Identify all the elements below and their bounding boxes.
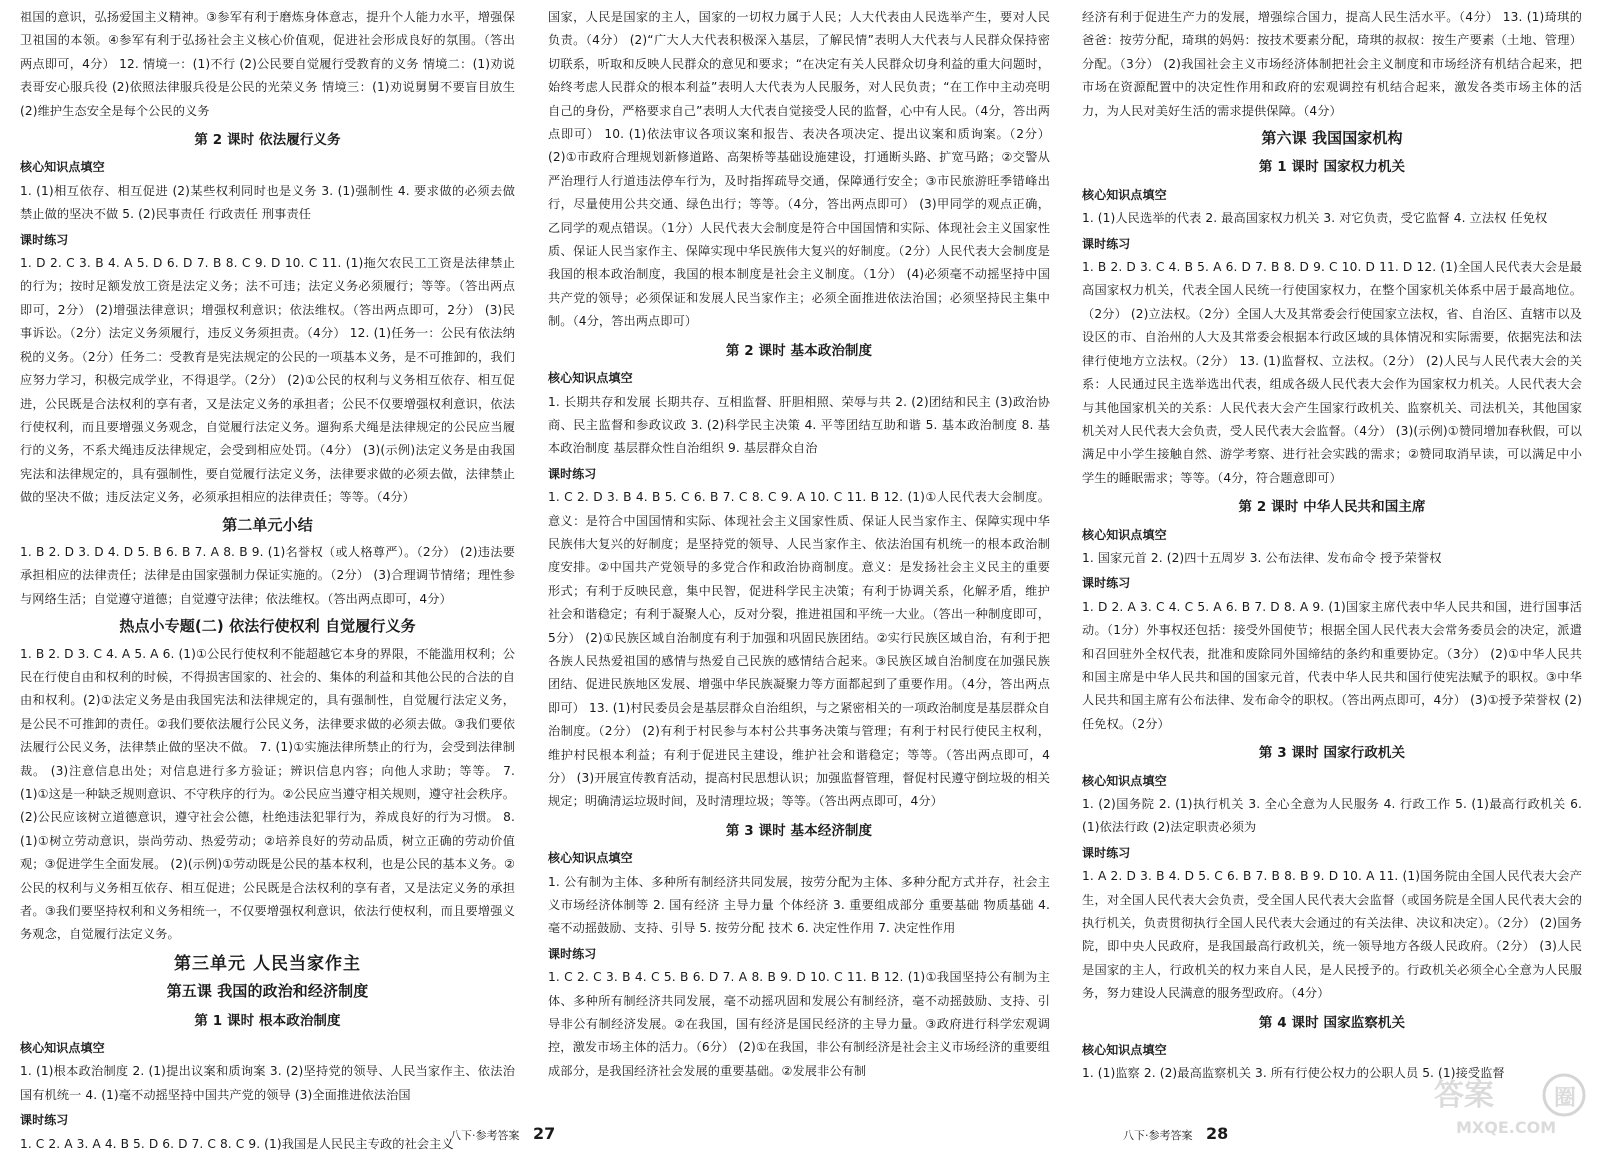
- section-label: 核心知识点填空: [20, 160, 105, 175]
- section-label: 核心知识点填空: [1082, 187, 1167, 202]
- page-number: 27: [533, 1124, 556, 1143]
- answer-paragraph: 1. (1)根本政治制度 2. (1)提出议案和质询案 3. (2)坚持党的领导、人民当家作主、依法治国有机统一 4. (1)毫不动摇坚持中国共产党的领导 (3)全面推进依法治国: [20, 1064, 515, 1102]
- svg-text:答案: 答案: [1434, 1078, 1494, 1113]
- answer-column-middle: [548, 6, 1050, 1123]
- answer-paragraph: 1. B 2. D 3. C 4. A 5. A 6. (1)①公民行使权利不能超越它本身的界限，不能滥用权利；公民在行使自由和权利的时候，不得损害国家的、社会的、集体的利益和其他公民的合法的自由和权利。(2)①法定义务是由我国宪法和法律规定的，具有强制性，自觉履行法定义务，是公民不可推卸的责任。②我们要依法履行公民义务，法律要求做的必须去做。③我们要依法履行公民义务，法律禁止做的坚决不做。 7. (1)①实施法律所禁止的行为，会受到法律制裁。 (3)注意信息出处；对信息进行多方验证；辨识信息内容；向他人求助；等等。 7. (1)①这是一种缺乏规则意识、不守秩序的行为。②公民应当遵守相关规则，遵守社会秩序。 (2)公民应该树立道德意识，遵守社会公德，杜绝违法犯罪行为，养成良好的行为习惯。 8. (1)①树立劳动意识，崇尚劳动、热爱劳动；②培养良好的劳动品质，树立正确的劳动价值观；③促进学生全面发展。 (2)(示例)①劳动既是公民的基本权利，也是公民的基本义务。②公民的权利与义务相互依存、相互促进；公民既是合法权利的享有者，又是法定义务的承担者。③我们要坚持权利和义务相统一，不仅要增强权利意识，依法行使权利，而且要增强义务观念，自觉履行法定义务。: [20, 646, 515, 942]
- answer-paragraph: 祖国的意识，弘扬爱国主义精神。③参军有利于磨炼身体意志，提升个人能力水平，增强保卫祖国的本领。④参军有利于弘扬社会主义核心价值观，促进社会形成良好的氛围。（答出两点即可，4分） 12. 情境一：(1)不行 (2)公民要自觉履行受教育的义务 情境二：(1)劝说表哥安心服兵役 (2)依照法律服兵役是公民的光荣义务 情境三：(1)劝说舅舅不要盲目放生 (2)维护生态安全是每个公民的义务: [20, 10, 515, 118]
- section-label: 核心知识点填空: [20, 1041, 105, 1056]
- page-footer-right: [1123, 1124, 1228, 1143]
- unit-heading: 第三单元 人民当家作主: [174, 953, 361, 974]
- lesson-heading: 第 1 课时 国家权力机关: [1258, 159, 1406, 176]
- section-label: 核心知识点填空: [1082, 527, 1167, 542]
- section-label: 核心知识点填空: [1082, 773, 1167, 788]
- footer-label: 八下·参考答案: [1123, 1129, 1193, 1142]
- page-footer-left: [450, 1124, 555, 1143]
- section-label: 课时练习: [548, 466, 597, 481]
- course-heading: 第五课 我国的政治和经济制度: [166, 982, 369, 1001]
- answer-paragraph: 1. 国家元首 2. (2)四十五周岁 3. 公布法律、发布命令 授予荣誉权: [1082, 550, 1442, 565]
- lesson-heading: 第 1 课时 根本政治制度: [194, 1012, 341, 1029]
- lesson-heading: 第 2 课时 基本政治制度: [725, 342, 873, 359]
- course-heading: 第二单元小结: [222, 515, 313, 534]
- lesson-heading: 第 2 课时 中华人民共和国主席: [1238, 499, 1426, 516]
- lesson-heading: 第 4 课时 国家监察机关: [1258, 1014, 1406, 1031]
- watermark-logo: [1426, 1069, 1586, 1139]
- answer-paragraph: 经济有利于促进生产力的发展，增强综合国力，提高人民生活水平。（4分） 13. (1)琦琪的爸爸：按劳分配，琦琪的妈妈：按技术要素分配，琦琪的叔叔：按生产要素（土地、管理）分配。（3分） (2)我国社会主义市场经济体制把社会主义制度和市场经济有机结合起来，把市场在资源配置中的决定性作用和政府的宏观调控有机结合起来，激发各类市场主体的活力，为人民对美好生活的需求提供保障。（4分）: [1082, 10, 1582, 118]
- lesson-heading: 第 3 课时 基本经济制度: [725, 822, 873, 839]
- course-heading: 热点小专题(二) 依法行使权利 自觉履行义务: [119, 617, 416, 636]
- svg-text:圈: 圈: [1554, 1086, 1577, 1111]
- footer-label: 八下·参考答案: [450, 1129, 520, 1142]
- answer-paragraph: 1. (2)国务院 2. (1)执行机关 3. 全心全意为人民服务 4. 行政工作 5. (1)最高行政机关 6. (1)依法行政 (2)法定职责必须为: [1082, 797, 1582, 835]
- answer-paragraph: 1. (1)监察 2. (2)最高监察机关 3. 所有行使公权力的公职人员 5. (1)接受监督: [1082, 1066, 1505, 1081]
- lesson-heading: 第 3 课时 国家行政机关: [1258, 745, 1406, 762]
- section-label: 核心知识点填空: [548, 371, 633, 386]
- answer-paragraph: 1. (1)相互依存、相互促进 (2)某些权利同时也是义务 3. (1)强制性 4. 要求做的必须去做 禁止做的坚决不做 5. (2)民事责任 行政责任 刑事责任: [20, 183, 515, 222]
- answer-paragraph: 1. 公有制为主体、多种所有制经济共同发展，按劳分配为主体、多种分配方式并存，社会主义市场经济体制等 2. 国有经济 主导力量 个体经济 3. 重要组成部分 重要基础 物质基础 4. 毫不动摇鼓励、支持、引导 5. 按劳分配 技术 6. 决定性作用 7. 决定性作用: [548, 874, 1050, 936]
- answer-column-right: [1082, 6, 1582, 1123]
- answer-paragraph: 1. C 2. C 3. B 4. C 5. B 6. D 7. A 8. B 9. D 10. C 11. B 12. (1)①我国坚持公有制为主体、多种所有制经济共同发展，毫不动摇巩固和发展公有制经济，毫不动摇鼓励、支持、引导非公有制经济发展。②在我国，国有经济是国民经济的主导力量。③政府进行科学宏观调控，激发市场主体的活力。（6分） (2)①在我国，非公有制经济是社会主义市场经济的重要组成部分，是我国经济社会发展的重要基础。②发展非公有制: [548, 970, 1050, 1078]
- svg-text:MXQE.COM: MXQE.COM: [1456, 1118, 1557, 1137]
- answer-paragraph: 国家，人民是国家的主人，国家的一切权力属于人民；人大代表由人民选举产生，要对人民负责。（4分） (2)“广大人大代表积极深入基层，了解民情”表明人大代表与人民群众保持密切联系，听取和反映人民群众的意见和要求；“在决定有关人民群众切身利益的重大问题时，始终考虑人民群众的根本利益”表明人大代表为人民服务，对人民负责；“在工作中主动亮明自己的身份，严格要求自己”表明人大代表自觉接受人民的监督，心中有人民。（4分，答出两点即可） 10. (1)依法审议各项议案和报告、表决各项决定、提出议案和质询案。（2分） (2)①市政府合理规划新修道路、高架桥等基础设施建设，打通断头路、扩宽马路；②交警从严治理行人行道违法停车行为，及时指挥疏导交通，保障通行安全；③市民旅游旺季错峰出行，尽量使用公共交通、绿色出行；等等。（4分，答出两点即可） (3)甲同学的观点正确，乙同学的观点错误。（1分）人民代表大会制度是符合中国国情和实际、体现社会主义国家性质、保证人民当家作主、保障实现中华民族伟大复兴的好制度。（2分）人民代表大会制度是我国的根本政治制度，我国的根本制度是社会主义制度。（1分） (4)必须毫不动摇坚持中国共产党的领导；必须保证和发展人民当家作主；必须全面推进依法治国；必须坚持民主集中制。（4分，答出两点即可）: [548, 10, 1050, 329]
- section-label: 课时练习: [1082, 236, 1131, 251]
- section-label: 课时练习: [1082, 576, 1131, 591]
- answer-paragraph: 1. 长期共存和发展 长期共存、互相监督、肝胆相照、荣辱与共 2. (2)团结和民主 (3)政治协商、民主监督和参政议政 3. (2)科学民主决策 4. 平等团结互助和谐 5. 基本政治制度 8. 基本政治制度 基层群众性自治组织 9. 基层群众自治: [548, 394, 1050, 456]
- answer-paragraph: 1. B 2. D 3. C 4. B 5. A 6. D 7. B 8. D 9. C 10. D 11. D 12. (1)全国人民代表大会是最高国家权力机关，代表全国人民统一行使国家权力，在整个国家机关体系中居于最高地位。（2分） (2)立法权。（2分）全国人大及其常委会行使国家立法权，省、自治区、直辖市以及设区的市、自治州的人大及其常委会根据本行政区域的具体情况和实际需要，依据宪法和法律行使地方立法权。（2分） 13. (1)监督权、立法权。（2分） (2)人民与人民代表大会的关系：人民通过民主选举选出代表，组成各级人民代表大会作为国家权力机关。人民代表大会与其他国家机关的关系：人民代表大会产生国家行政机关、监察机关、司法机关，其他国家机关对人民代表大会负责，受人民代表大会监督。（4分） (3)(示例)①赞同增加春秋假，可以满足中小学生接触自然、游学考察、进行社会实践的需求；②赞同取消早读，可以满足中小学生的睡眠需求；等等。（4分，符合题意即可）: [1082, 260, 1582, 485]
- section-label: 课时练习: [1082, 845, 1131, 860]
- section-label: 课时练习: [20, 232, 69, 247]
- answer-paragraph: 1. (1)人民选举的代表 2. 最高国家权力机关 3. 对它负责，受它监督 4. 立法权 任免权: [1082, 211, 1548, 226]
- answer-paragraph: 1. C 2. D 3. B 4. B 5. C 6. B 7. C 8. C 9. A 10. C 11. B 12. (1)①人民代表大会制度。意义：是符合中国国情和实际、体现社会主义国家性质、保证人民当家作主、保障实现中华民族伟大复兴的好制度；是坚持党的领导、人民当家作主、依法治国有机统一的根本政治制度安排。②中国共产党领导的多党合作和政治协商制度。意义：是发扬社会主义民主的重要形式；有利于反映民意，集中民智，促进科学民主决策；有利于协调关系，化解矛盾，维护社会和谐稳定；有利于凝聚人心，反对分裂，推进祖国和平统一大业。（答出一种制度即可，5分） (2)①民族区域自治制度有利于加强和巩固民族团结。②实行民族区域自治，有利于把各族人民热爱祖国的感情与热爱自己民族的感情结合起来。③民族区域自治制度在加强民族团结、促进民族地区发展、增强中华民族凝聚力等方面都起到了重要作用。（4分，答出两点即可） 13. (1)村民委员会是基层群众自治组织，与之紧密相关的一项政治制度是基层群众自治制度。（2分） (2)有利于村民参与本村公共事务决策与管理；有利于村民行使民主权利，维护村民根本利益；有利于促进民主建设，维护社会和谐稳定；等等。（答出两点即可，4分） (3)开展宣传教育活动，提高村民思想认识；加强监督管理，督促村民遵守倒垃圾的相关规定；明确清运垃圾时间，及时清理垃圾；等等。（答出两点即可，4分）: [548, 490, 1050, 809]
- answer-paragraph: 1. D 2. C 3. B 4. A 5. D 6. D 7. B 8. C 9. D 10. C 11. (1)拖欠农民工工资是法律禁止的行为；按时足额发放工资是法定义务；法不可违；法定义务必须履行；等等。（答出两点即可，2分） (2)增强法律意识；增强权利意识；依法维权。（答出两点即可，2分） (3)民事诉讼。（2分）法定义务须履行，违反义务须担责。（4分） 12. (1)任务一：公民有依法纳税的义务。（2分）任务二：受教育是宪法规定的公民的一项基本义务，是不可推卸的，我们应努力学习，积极完成学业，不得退学。（2分） (2)①公民的权利与义务相互依存、相互促进，公民既是合法权利的享有者，又是法定义务的承担者；公民不仅要增强权利意识，依法行使权利，而且要增强义务观念，自觉履行法定义务。遛狗系犬绳是法律规定的公民应当履行的义务，不系犬绳违反法律规定，会受到相应处罚。（4分） (3)(示例)法定义务是由我国宪法和法律规定的，具有强制性，要自觉履行法定义务，法律要求做的必须去做，法律禁止做的坚决不做；违反法定义务，必须承担相应的法律责任；等等。（4分）: [20, 256, 515, 505]
- course-heading: 第六课 我国国家机构: [1261, 129, 1403, 148]
- answer-paragraph: 1. A 2. D 3. B 4. D 5. C 6. B 7. B 8. B 9. D 10. A 11. (1)国务院由全国人民代表大会产生，对全国人民代表大会负责，受全国人民代表大会监督（或国务院是全国人民代表大会的执行机关，负责贯彻执行全国人民代表大会通过的有关法律、决议和决定）。（2分） (2)国务院，即中央人民政府，是我国最高行政机关，统一领导地方各级人民政府。（2分） (3)人民是国家的主人，行政机关的权力来自人民，是人民授予的。行政机关必须全心全意为人民服务，努力建设人民满意的服务型政府。（4分）: [1082, 869, 1582, 1001]
- section-label: 课时练习: [548, 946, 597, 961]
- answer-paragraph: 1. D 2. A 3. C 4. C 5. A 6. B 7. D 8. A 9. (1)国家主席代表中华人民共和国，进行国事活动。（1分）外事权还包括：接受外国使节；根据全国人民代表大会常务委员会的决定，派遣和召回驻外全权代表，批准和废除同外国缔结的条约和重要协定。（3分） (2)①中华人民共和国主席是中华人民共和国的国家元首，代表中华人民共和国行使宪法赋予的职权。③中华人民共和国主席有公布法律、发布命令的职权。（答出两点即可，4分） (3)①授予荣誉权 (2)任免权。（2分）: [1082, 599, 1582, 731]
- answer-paragraph: 1. B 2. D 3. D 4. D 5. B 6. B 7. A 8. B 9. (1)名誉权（或人格尊严）。（2分） (2)违法要承担相应的法律责任；法律是由国家强制力保证实施的。（2分） (3)合理调节情绪；理性参与网络生活；自觉遵守道德；自觉遵守法律；依法维权。（答出两点即可，4分）: [20, 544, 515, 606]
- section-label: 核心知识点填空: [548, 851, 633, 866]
- page-number: 28: [1206, 1124, 1229, 1143]
- lesson-heading: 第 2 课时 依法履行义务: [194, 132, 341, 149]
- answer-paragraph: 1. C 2. A 3. A 4. B 5. D 6. D 7. C 8. C 9. (1)我国是人民民主专政的社会主义: [20, 1136, 454, 1151]
- section-label: 核心知识点填空: [1082, 1043, 1167, 1058]
- section-label: 课时练习: [20, 1113, 69, 1128]
